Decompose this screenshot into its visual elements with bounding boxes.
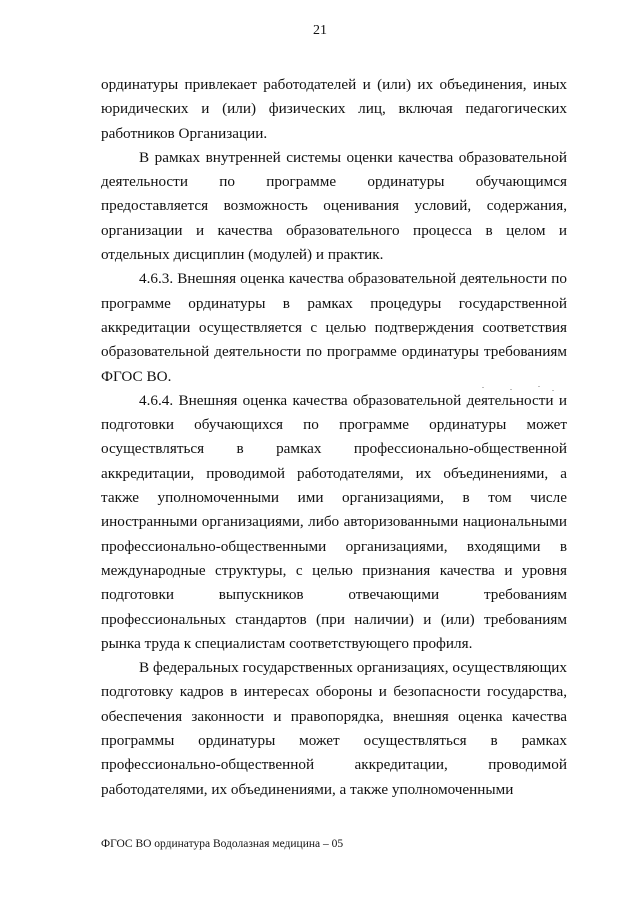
document-footer: ФГОС ВО ординатура Водолазная медицина – 05 — [101, 838, 344, 850]
page-number: 21 — [313, 23, 327, 38]
scan-speck — [538, 386, 540, 387]
paragraph-federal-organizations: В федеральных государственных организациях, осуществляющих подготовку кадров в интересах обороны и безопасности государства, обеспечения законности и правопорядка, внешняя оценка качества программы ординатуры может осуществляться в рамках профессионально-общественной аккредитации, проводимой работодателями, их объединениями, а также уполномоченными — [101, 659, 567, 798]
paragraph-continuation: ординатуры привлекает работодателей и (или) их объединения, иных юридических и (или) физических лиц, включая педагогических работников Организации. — [101, 76, 567, 142]
scan-speck — [510, 389, 512, 390]
scan-specks — [480, 385, 560, 393]
paragraph-internal-assessment: В рамках внутренней системы оценки качества образовательной деятельности по программе ординатуры обучающимся предоставляется возможность оценивания условий, содержания, организации и качества образовательного процесса в целом и отдельных дисциплин (модулей) и практик. — [101, 148, 567, 264]
scan-speck — [552, 390, 554, 391]
paragraph-4-6-3: 4.6.3. Внешняя оценка качества образовательной деятельности по программе ординатуры в рамках процедуры государственной аккредитации осуществляется с целью подтверждения соответствия образовательной деятельности по программе ординатуры требованиям ФГОС ВО. — [101, 270, 567, 385]
body-text — [101, 73, 567, 802]
scan-speck — [482, 387, 484, 388]
paragraph-4-6-4: 4.6.4. Внешняя оценка качества образовательной деятельности и подготовки обучающихся по программе ординатуры может осуществляться в рамках профессионально-общественной аккредитации, проводимой работодателями, их объединениями, а также уполномоченными ими организациями, в том числе иностранными организациями, либо авторизованными национальными профессионально-общественными организациями, входящими в международные структуры, с целью признания качества и уровня подготовки выпускников отвечающими требованиям профессиональных стандартов (при наличии) и (или) требованиям рынка труда к специалистам соответствующего профиля. — [101, 391, 567, 652]
